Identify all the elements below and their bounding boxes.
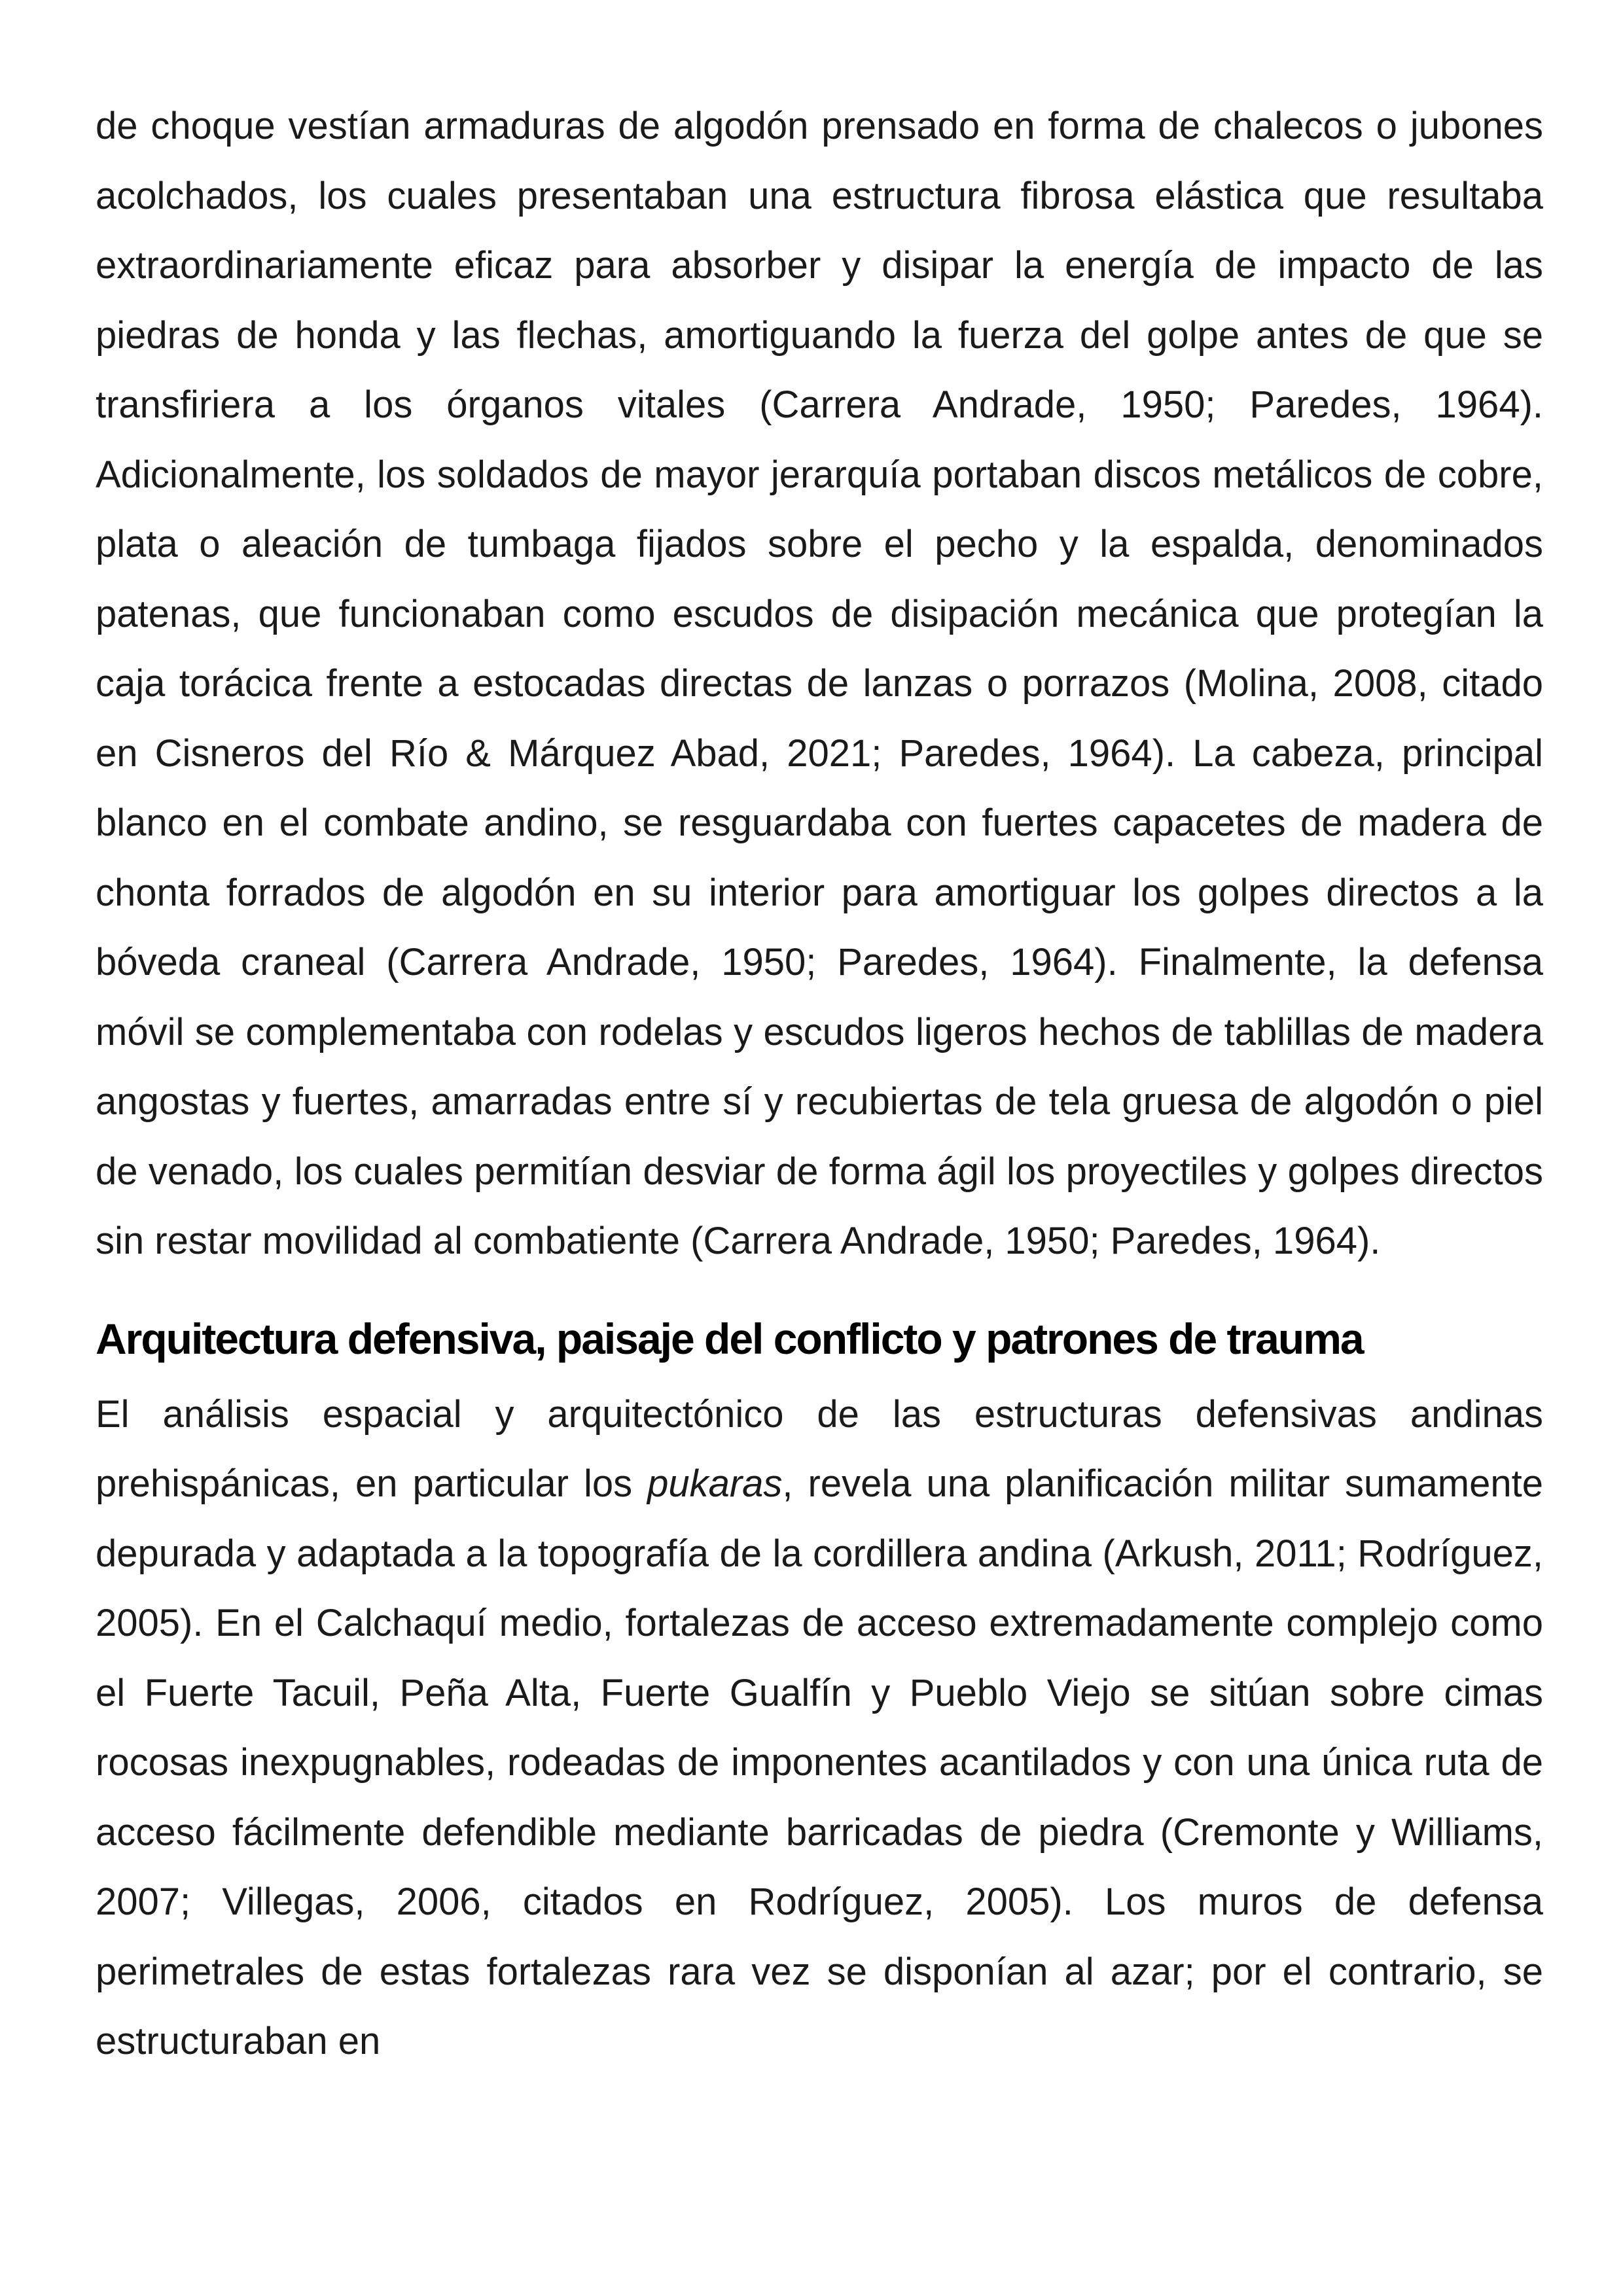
section-heading: Arquitectura defensiva, paisaje del conflicto y patrones de trauma [96, 1314, 1363, 1363]
body-paragraph-armor: de choque vestían armaduras de algodón prensado en forma de chalecos o jubones acolchados, los cuales presentaban una estructura fibrosa elástica que resultaba extraordinariamente eficaz para absorber y disipar la energía de impacto de las piedras de honda y las flechas, amortiguando la fuerza del golpe antes de que se transfiriera a los órganos vitales (Carrera Andrade, 1950; Paredes, 1964). Adicionalmente, los soldados de mayor jerarquía portaban discos metálicos de cobre, plata o aleación de tumbaga fijados sobre el pecho y la espalda, denominados patenas, que funcionaban como escudos de disipación mecánica que protegían la caja torácica frente a estocadas directas de lanzas o porrazos (Molina, 2008, citado en Cisneros del Río & Márquez Abad, 2021; Paredes, 1964). La cabeza, principal blanco en el combate andino, se resguardaba con fuertes capacetes de madera de chonta forrados de algodón en su interior para amortiguar los golpes directos a la bóveda craneal (Carrera Andrade, 1950; Paredes, 1964). Finalmente, la defensa móvil se complementaba con rodelas y escudos ligeros hechos de tablillas de madera angostas y fuertes, amarradas entre sí y recubiertas de tela gruesa de algodón o piel de venado, los cuales permitían desviar de forma ágil los proyectiles y golpes directos sin restar movilidad al combatiente (Carrera Andrade, 1950; Paredes, 1964). [96, 105, 1543, 1262]
italic-term-pukaras: pukaras [647, 1462, 783, 1505]
body-paragraph-architecture [96, 1380, 1543, 2077]
paragraph-text-continuation: , revela una planificación militar sumamente depurada y adaptada a la topografía de la cordillera andina (Arkush, 2011; Rodríguez, 2005). En el Calchaquí medio, fortalezas de acceso extremadamente complejo como el Fuerte Tacuil, Peña Alta, Fuerte Gualfín y Pueblo Viejo se sitúan sobre cimas rocosas inexpugnables, rodeadas de imponentes acantilados y con una única ruta de acceso fácilmente defendible mediante barricadas de piedra (Cremonte y Williams, 2007; Villegas, 2006, citados en Rodríguez, 2005). Los muros de defensa perimetrales de estas fortalezas rara vez se disponían al azar; por el contrario, se estructuraban en [96, 1462, 1544, 2062]
paragraph-text-start: El análisis espacial y arquitectónico de las estructuras defensivas andinas prehispánicas, en particular los [96, 1392, 1543, 1505]
document-page [96, 92, 1543, 2077]
